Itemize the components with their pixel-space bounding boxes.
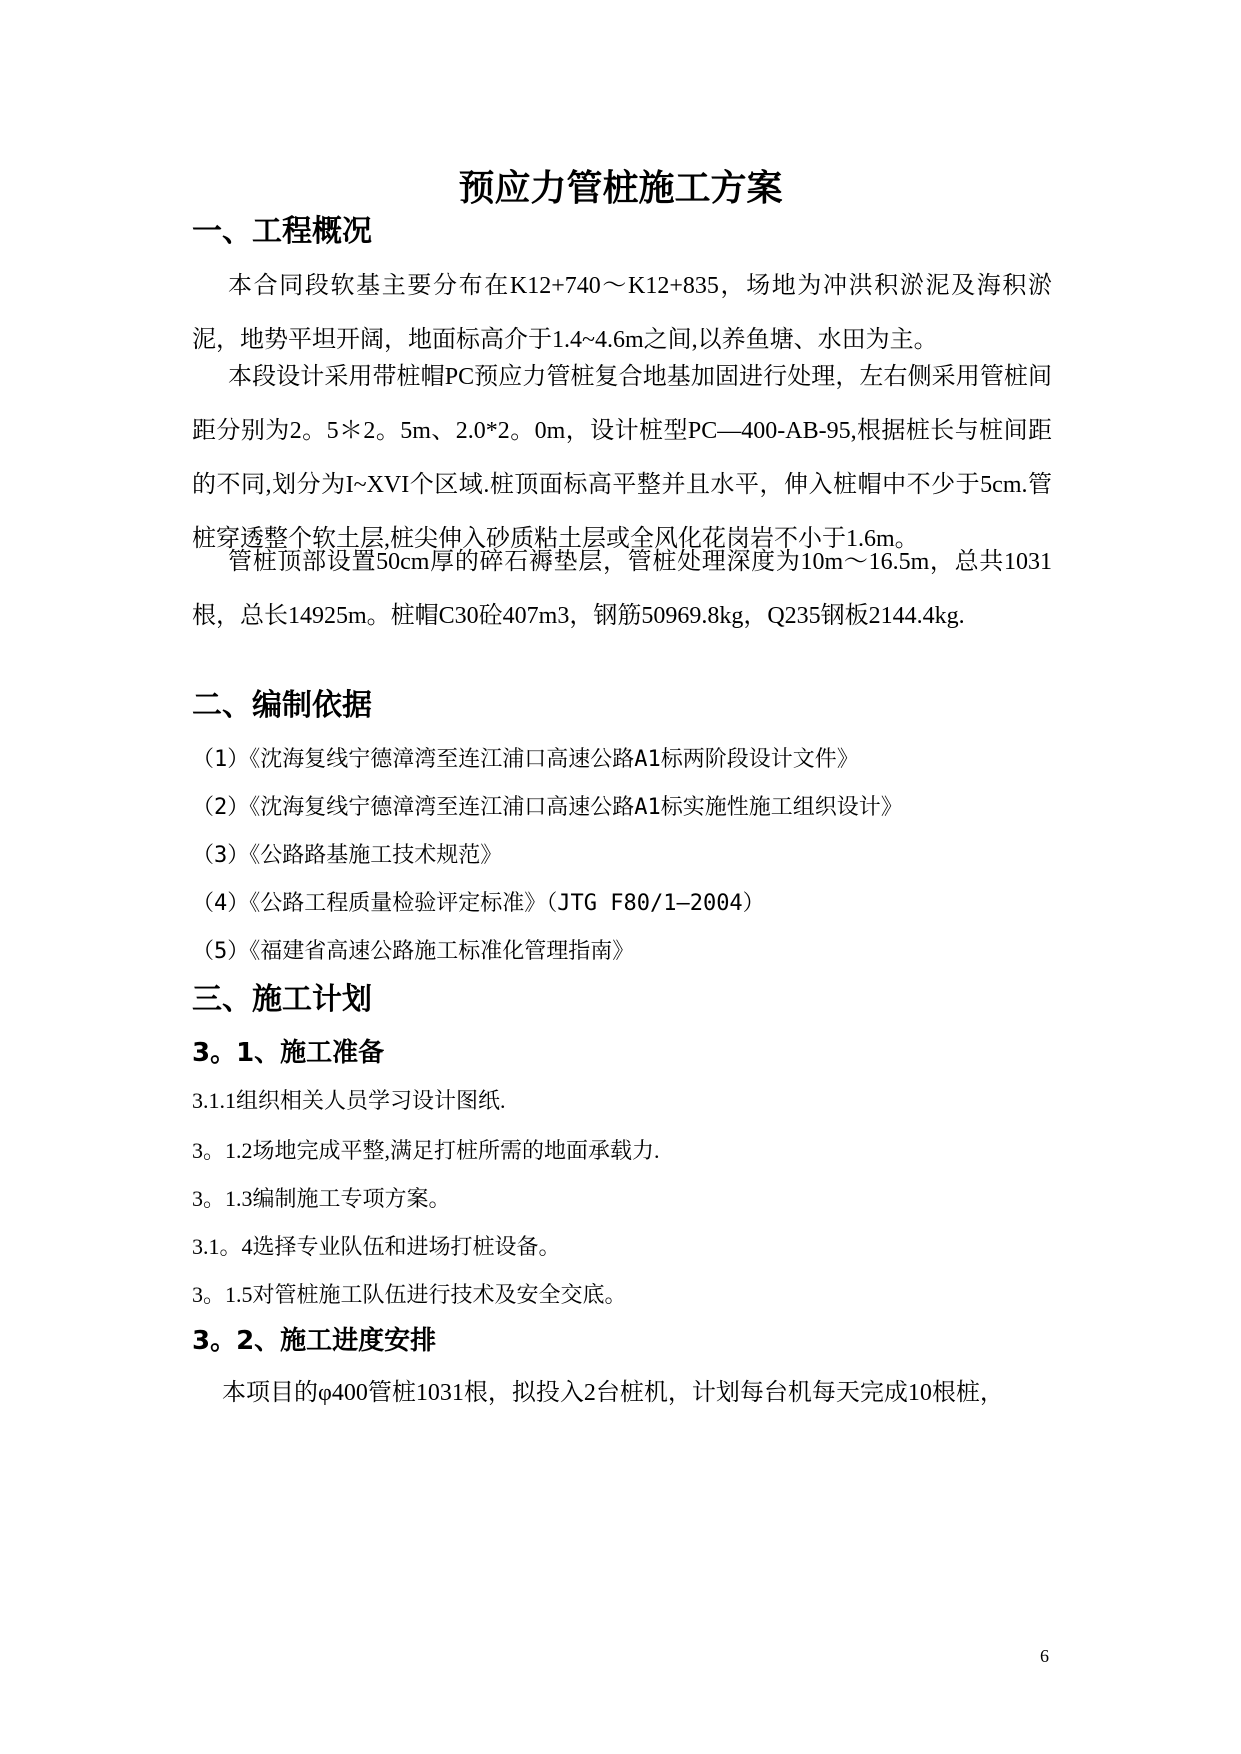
basis-item-4: （4）《公路工程质量检验评定标准》（JTG F80/1—2004）: [192, 891, 765, 916]
overview-paragraph-2: 本段设计采用带桩帽PC预应力管桩复合地基加固进行处理，左右侧采用管桩间距分别为2。5＊2。5m、2.0*2。0m，设计桩型PC—400-AB-95,根据桩长与桩间距的不同,划分为I~XVI个区域.桩顶面标高平整并且水平，伸入桩帽中不少于5cm.管桩穿透整个软土层,桩尖伸入砂质粘土层或全风化花岗岩不小于1.6m。: [192, 364, 1052, 552]
schedule-paragraph-1: 本项目的φ400管桩1031根，拟投入2台桩机，计划每台机每天完成10根桩，: [222, 1380, 1004, 1406]
overview-paragraph-1: 本合同段软基主要分布在K12+740～K12+835，场地为冲洪积淤泥及海积淤泥，地势平坦开阔，地面标高介于1.4~4.6m之间,以养鱼塘、水田为主。: [192, 273, 1052, 353]
preparation-item-5: 3。1.5对管桩施工队伍进行技术及安全交底。: [192, 1282, 627, 1307]
basis-item-3: （3）《公路路基施工技术规范》: [192, 843, 503, 868]
basis-item-1: （1）《沈海复线宁德漳湾至连江浦口高速公路A1标两阶段设计文件》: [192, 747, 859, 772]
section-heading-plan: 三、施工计划: [192, 982, 372, 1017]
document-title: 预应力管桩施工方案: [458, 167, 783, 209]
subsection-heading-preparation: 3。1、施工准备: [192, 1038, 385, 1068]
basis-item-2: （2）《沈海复线宁德漳湾至连江浦口高速公路A1标实施性施工组织设计》: [192, 795, 903, 820]
section-heading-overview: 一、工程概况: [192, 214, 372, 249]
page-number: 6: [1040, 1646, 1049, 1666]
preparation-item-2: 3。1.2场地完成平整,满足打桩所需的地面承载力.: [192, 1138, 660, 1163]
overview-paragraph-3: 管桩顶部设置50cm厚的碎石褥垫层，管桩处理深度为10m～16.5m，总共1031根，总长14925m。桩帽C30砼407m3，钢筋50969.8kg，Q235钢板2144.4kg.: [192, 549, 1052, 629]
preparation-item-3: 3。1.3编制施工专项方案。: [192, 1186, 451, 1211]
preparation-item-1: 3.1.1组织相关人员学习设计图纸.: [192, 1088, 506, 1113]
subsection-heading-schedule: 3。2、施工进度安排: [192, 1326, 437, 1356]
basis-item-5: （5）《福建省高速公路施工标准化管理指南》: [192, 939, 635, 964]
section-heading-basis: 二、编制依据: [192, 688, 372, 723]
preparation-item-4: 3.1。4选择专业队伍和进场打桩设备。: [192, 1234, 561, 1259]
